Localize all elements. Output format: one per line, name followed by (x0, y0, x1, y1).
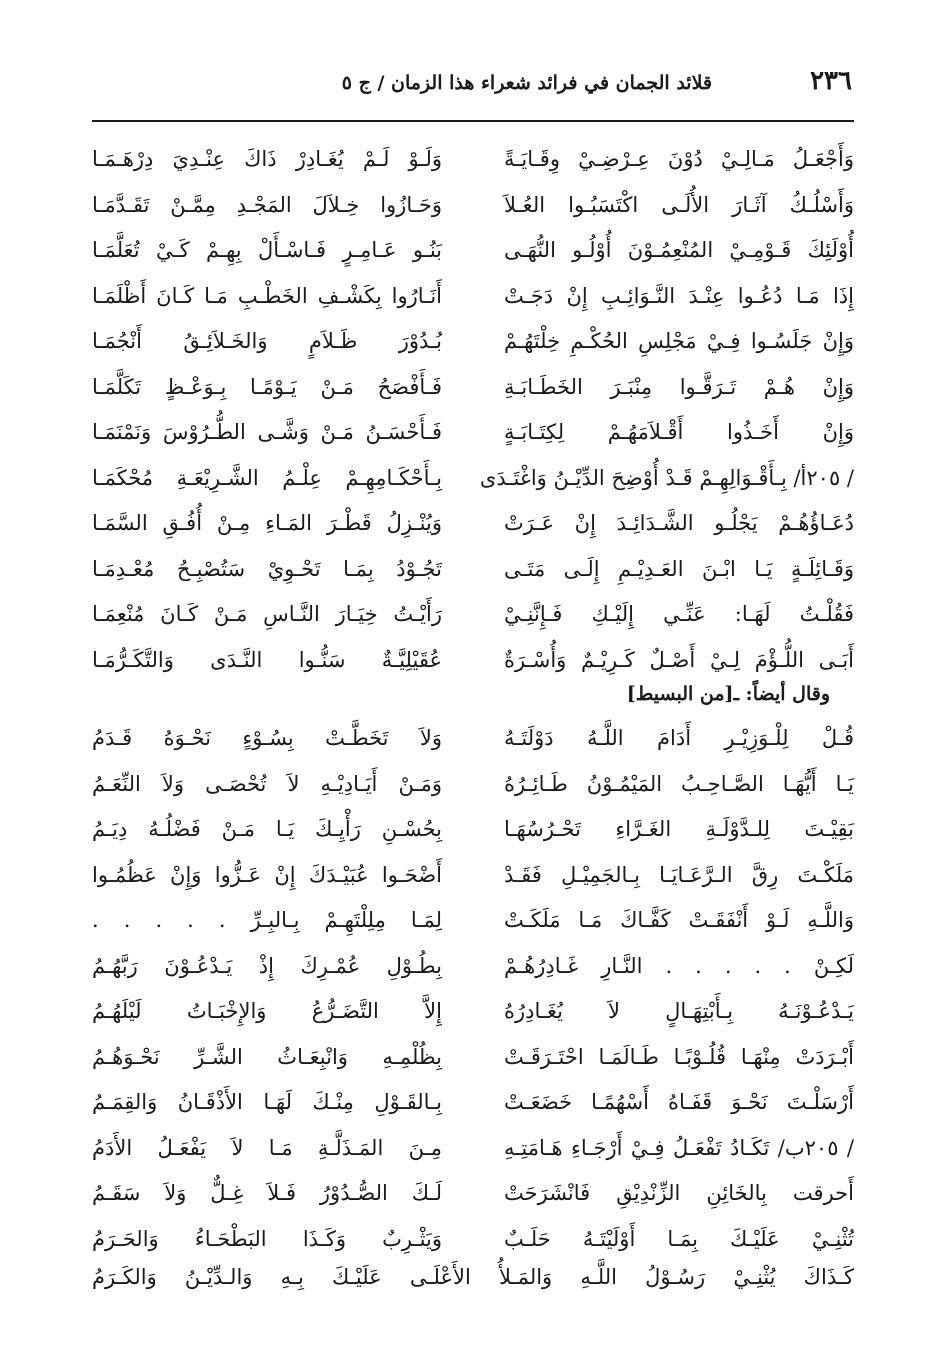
verse (92, 945, 854, 991)
verse-first-hemistich: وَأَجْعَـلُ مَـالِـيْ دُوْنَ عِـرْضِـيْ وِقَـايَـةً (504, 147, 854, 171)
final-verse-full-line: كَـذَاكَ يُثْنِـيْ رَسُـوْلُ اللَّـهِ وَالمَـلأُ الأَعْلَـى عَلَيْـكَ بِـهِ وَالـدِّيْـنُ وَالكَـرَمُ (92, 1265, 854, 1289)
verse-first-hemistich: أُوْلَئِكَ قَـوْمِـيْ المُنْعِمُـوْنَ أُوْلُـو النُّهَـى (504, 238, 854, 262)
page-number: ٢٣٦ (810, 66, 852, 96)
verse-second-hemistich: وَلَـوْ لَـمْ يُغَـادِرْ ذَاكَ عِنْـدِيَ دِرْهَـمَـا (92, 147, 442, 171)
verse (92, 229, 854, 275)
verse-second-hemistich: لِمَـا مِلِلْتَهِـمْ بِـالبِـرِّ . . . . . (92, 908, 442, 932)
verse-second-hemistich: بِـالقَـوْلِ مِنْـكَ لَهَـا الأَذْقَـانُ وَالقِمَـمُ (92, 1090, 442, 1114)
verse-second-hemistich: بُـدُوْرَ ظَـلاَمٍ وَالخَـلاَئِـقُ أَنْجُمَـا (92, 329, 442, 353)
verse (92, 411, 854, 457)
verse (92, 854, 854, 900)
verse-first-hemistich: وَإِنْ هُـمْ تَـرَقَّـوا مِنْبَـرَ الخَطَـابَـةِ (504, 374, 854, 399)
verse (92, 320, 854, 366)
verse (92, 763, 854, 809)
verse-second-hemistich: أَضْحَـوا عُبَيْـدَكَ إِنْ عَـزُّوا وَإِنْ عَظُمُـوا (92, 862, 442, 887)
poem-second (92, 717, 854, 1263)
verse-first-hemistich: وَإِنْ جَلَسُـوا فِـيْ مَجْلِسِ الحُكْـمِ خِلْتَهُـمْ (504, 329, 854, 353)
poem-first (92, 138, 854, 684)
header-rule (92, 120, 854, 122)
verse (92, 366, 854, 412)
verse (92, 1036, 854, 1082)
verse-first-hemistich: / ٢٠٥أ/ بِـأَقْـوَالِهِـمْ قَـدْ أُوْضِحَ الدِّيْـنُ وَاغْتَـدَى (479, 465, 854, 490)
verse-first-hemistich: وَإِنْ أَخَـذُوا أَقْـلاَمَهُـمْ لِكِتَـابَـةٍ (504, 420, 854, 444)
verse-second-hemistich: بِحُسْـنِ رَأْيِـكَ يَـا مَـنْ فَضْلُـهُ دِيَـمُ (92, 817, 442, 841)
verse-second-hemistich: وَمَـنْ أَيَـادِيْـهِ لاَ تُحْصَـى وَلاَ النِّعَـمُ (92, 771, 442, 796)
verse-first-hemistich: قُـلْ لِلْـوَزِيْـرِ أَدَامَ اللَّـهُ دَوْلَتَـهُ (504, 726, 854, 750)
verse-second-hemistich: أَنَـارُوا بِكَشْـفِ الخَطْـبِ مَـا كَـانَ أَظْلَمَـا (92, 283, 442, 308)
verse (92, 1172, 854, 1218)
verse-first-hemistich: دُعَـاؤُهُـمْ يَجْلُـو الشَّـدَائِـدَ إِنْ عَـرَتْ (504, 511, 854, 535)
verse (92, 1218, 854, 1264)
verse-first-hemistich: وَقَـائِلَـةٍ يَـا ابْـنَ العَـدِيْـمِ إِلَـى مَتَـى (504, 556, 854, 581)
verse-second-hemistich: مِـنَ المَـذَلَّـةِ مَـا لاَ يَفْعَـلُ الأَدَمُ (92, 1135, 442, 1160)
verse-first-hemistich: مَلَكْـتَ رِقَّ الـرَّعَـايَـا بِـالجَمِيْـلِ فَقَـدْ (504, 862, 854, 887)
verse-first-hemistich: يَـدْعُـوْنَـهُ بِـأَبْتِهَـالٍ لاَ يُغَـادِرُهُ (504, 999, 854, 1023)
verse-second-hemistich: فَـأَفْصَحُ مَـنْ يَـوْمًـا بِـوَعْـظٍ تَكَلَّمَـا (92, 374, 442, 399)
verse-second-hemistich: بَنُـو عَـامِـرٍ فَـاسْـأَلْ بِهِـمْ كَـيْ تُعَلَّمَـا (92, 238, 442, 262)
verse-first-hemistich: أَرْسَلْـتَ نَحْـوَ قَفَـاهُ أَسْهُمًـا خَضَعَـتْ (504, 1090, 854, 1114)
verse-second-hemistich: بِـأَحْكَـامِهِـمْ عِلْـمُ الشَّـرِيْعَـةِ مُحْكَمَـا (92, 465, 442, 490)
verse-first-hemistich: يَـا أَيُّهَـا الصَّـاحِـبُ المَيْمُـوْنُ طَـائِـرُهُ (504, 771, 854, 796)
verse (92, 1081, 854, 1127)
verse (92, 138, 854, 184)
section-heading: وقال أيضاً: ـ[من البسيط] (626, 683, 830, 705)
verse-second-hemistich: فَـأَحْسَـنُ مَـنْ وَشَّـى الطُّـرُوْسَ وَنَمْنَمَـا (92, 420, 442, 444)
verse-second-hemistich: عُقَيْلِيَّـةٌ سَنُّـوا النَّـدَى وَالتَّكَـرُّمَـا (92, 647, 442, 672)
verse (92, 639, 854, 685)
verse-second-hemistich: بِطُـوْلِ عُمْـرِكَ إِذْ يَـدْعُـوْنَ رَبَّهُـمُ (92, 953, 442, 978)
verse-first-hemistich: أَحرقت بِالخَائِنِ الزِّنْدِيْقِ فَانْشَرَحَتْ (504, 1181, 854, 1205)
verse (92, 593, 854, 639)
verse (92, 548, 854, 594)
verse (92, 457, 854, 503)
verse (92, 275, 854, 321)
verse-second-hemistich: وَيَثْـرِبٌ وَكَـذَا البَطْحَـاءُ وَالحَـرَمُ (92, 1226, 442, 1251)
verse-first-hemistich: وَأَسْلُـكُ آثَـارَ الأُلَـى اكْتَسَبُـوا العُـلاَ (504, 192, 854, 217)
verse (92, 184, 854, 230)
verse-second-hemistich: رَأَيْـتُ خِيَـارَ النَّـاسِ مَـنْ كَـانَ مُنْعِمَـا (92, 602, 442, 626)
verse (92, 1127, 854, 1173)
verse-first-hemistich: إِذَا مَـا دُعُـوا عِنْـدَ النَّـوَائِـبِ إِنْ دَجَـتْ (504, 283, 854, 308)
verse (92, 502, 854, 548)
running-title: قلائد الجمان في فرائد شعراء هذا الزمان / ج ٥ (341, 72, 712, 94)
verse (92, 990, 854, 1036)
verse-first-hemistich: لَكِـنْ . . . . . النَّـارِ غَـادِرُهُـمْ (504, 953, 854, 978)
verse-first-hemistich: أَبْـرَدَتْ مِنْهَـا قُلُـوْبًـا طَـالَمَـا احْتَـرَقَـتْ (504, 1044, 854, 1069)
verse-first-hemistich: وَاللَّـهِ لَـوْ أَنْفَقَـتْ كَفَّـاكَ مَـا مَلَكَـتْ (504, 908, 854, 932)
page-header (92, 60, 852, 108)
verse-first-hemistich: أَبَـى اللُّـؤْمَ لِـيْ أَصْـلٌ كَـرِيْـمٌ وَأُسْـرَةٌ (504, 647, 854, 672)
verse (92, 899, 854, 945)
verse-second-hemistich: وَيُنْـزِلُ قَطْـرَ المَـاءِ مِـنْ أُفُـقِ السَّمَـا (92, 511, 442, 535)
verse-first-hemistich: تُثْنِـيْ عَلَيْـكَ بِمَـا أَوْلَيْتَـهُ حَلَـبٌ (504, 1226, 854, 1251)
verse-second-hemistich: لَـكَ الصُّـدُوْرُ فَـلاَ غِـلٌّ وَلاَ سَقَـمُ (92, 1181, 442, 1205)
verse-second-hemistich: وَلاَ تَخَطَّـتْ بِسُـوْءٍ نَحْـوَهُ قَـدَمُ (92, 726, 442, 750)
verse (92, 717, 854, 763)
verse (92, 808, 854, 854)
verse-second-hemistich: وَحَـازُوا خِـلاَلَ المَجْـدِ مِمَّـنْ تَقَـدَّمَـا (92, 192, 442, 217)
verse-second-hemistich: تَجُـوْدُ بِمَـا تَحْـوِيْ سَتُصْبِـحُ مُعْـدِمَـا (92, 556, 442, 581)
verse-second-hemistich: إِلاَّ التَّضَـرُّعُ وَالإِخْبَـاتُ لَيْلَهُـمُ (92, 999, 442, 1023)
verse-first-hemistich: فَقُلْـتُ لَهَـا: عَنِّـي إِلَيْـكِ فَـإِنَّنِـيْ (504, 602, 854, 626)
verse-second-hemistich: بِظُلْمِـهِ وَانْبِعَـاثُ الشَّـرِّ نَحْـوَهُـمُ (92, 1044, 442, 1069)
verse-first-hemistich: / ٢٠٥ب/ تَكَـادُ تَفْعَـلُ فِـيْ أَرْجَـاءِ هَـامَتِـهِ (504, 1135, 854, 1160)
verse-first-hemistich: بَقِيْـتَ لِلـدَّوْلَـةِ الغَـرَّاءِ تَحْـرُسُهَـا (504, 817, 854, 841)
